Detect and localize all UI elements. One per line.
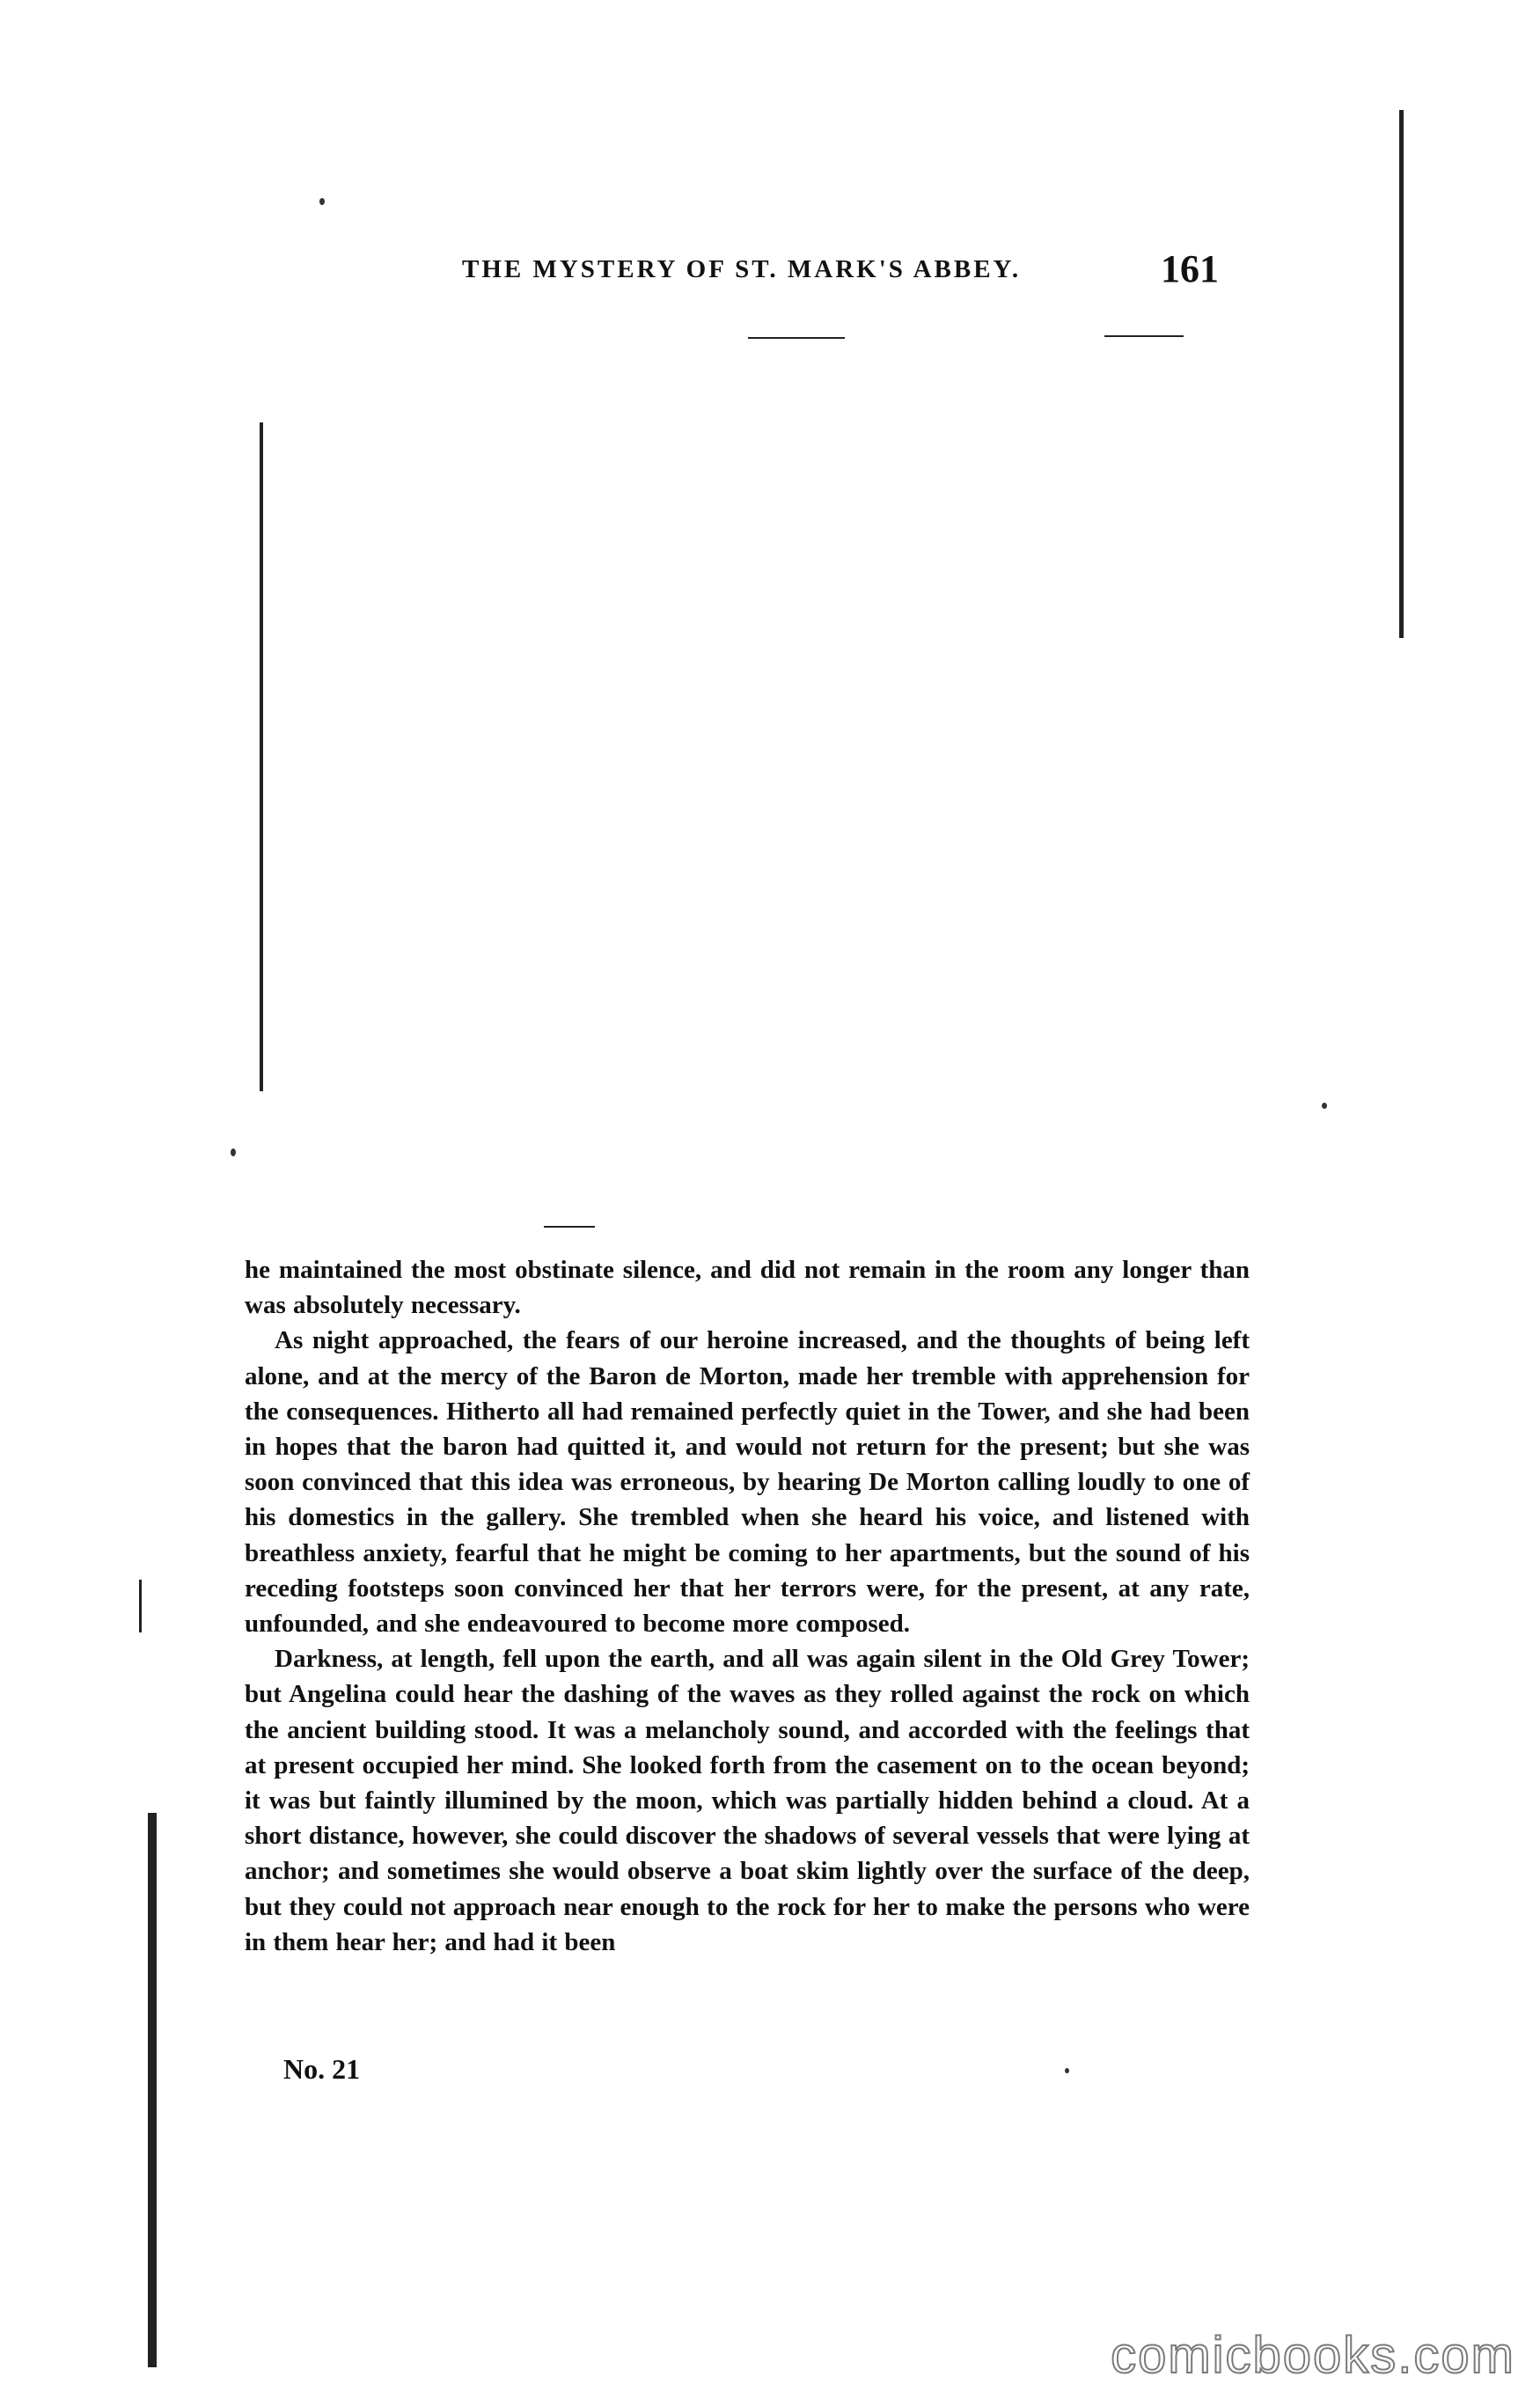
page-header: [462, 246, 1228, 299]
scan-speck: [1065, 2068, 1069, 2073]
body-text: [245, 1252, 1250, 1960]
scan-speck: [231, 1148, 236, 1156]
paragraph: Darkness, at length, fell upon the earth, and all was again silent in the Old Grey Tower; but Angelina could hear the dashing of the waves as they rolled against the rock on which the ancient building stood. It was a melancholy sound, and accorded with the feelings that at present occupied her mind. She looked forth from the casement on to the ocean beyond; it was but faintly illumined by the moon, which was partially hidden behind a cloud. At a short distance, however, she could discover the shadows of several vessels that were lying at anchor; and sometimes she would observe a boat skim lightly over the surface of the deep, but they could not approach near enough to the rock for her to make the persons who were in them hear her; and had it been: [245, 1645, 1250, 1956]
header-rule-right: [1104, 335, 1184, 337]
right-margin-line: [1399, 110, 1404, 638]
header-rule-left: [748, 337, 845, 339]
left-margin-line-top: [260, 422, 263, 1091]
running-title: THE MYSTERY OF ST. MARK'S ABBEY.: [462, 255, 1022, 283]
section-divider: [544, 1226, 595, 1228]
signature-mark: No. 21: [283, 2053, 361, 2085]
left-margin-line-bottom: [148, 1813, 157, 2367]
scan-speck: [319, 198, 325, 205]
left-margin-mark: [139, 1580, 142, 1632]
paragraph: As night approached, the fears of our heroine increased, and the thoughts of being left alone, and at the mercy of the Baron de Morton, made her tremble with apprehension for the consequences. Hitherto all had remained perfectly quiet in the Tower, and she had been in hopes that the baron had quitted it, and would not return for the present; but she was soon convinced that this idea was erroneous, by hearing De Morton calling loudly to one of his domestics in the gallery. She trembled when she heard his voice, and listened with breathless anxiety, fearful that he might be coming to her apartments, but the sound of his receding footsteps soon convinced her that her terrors were, for the present, at any rate, unfounded, and she endeavoured to become more composed.: [245, 1326, 1250, 1639]
watermark: comicbooks.com: [1111, 2327, 1515, 2384]
paragraph-continuation: he maintained the most obstinate silence, and did not remain in the room any longer than was absolutely necessary.: [245, 1256, 1250, 1320]
page-number: 161: [1161, 247, 1219, 290]
scan-speck: [1322, 1103, 1327, 1109]
